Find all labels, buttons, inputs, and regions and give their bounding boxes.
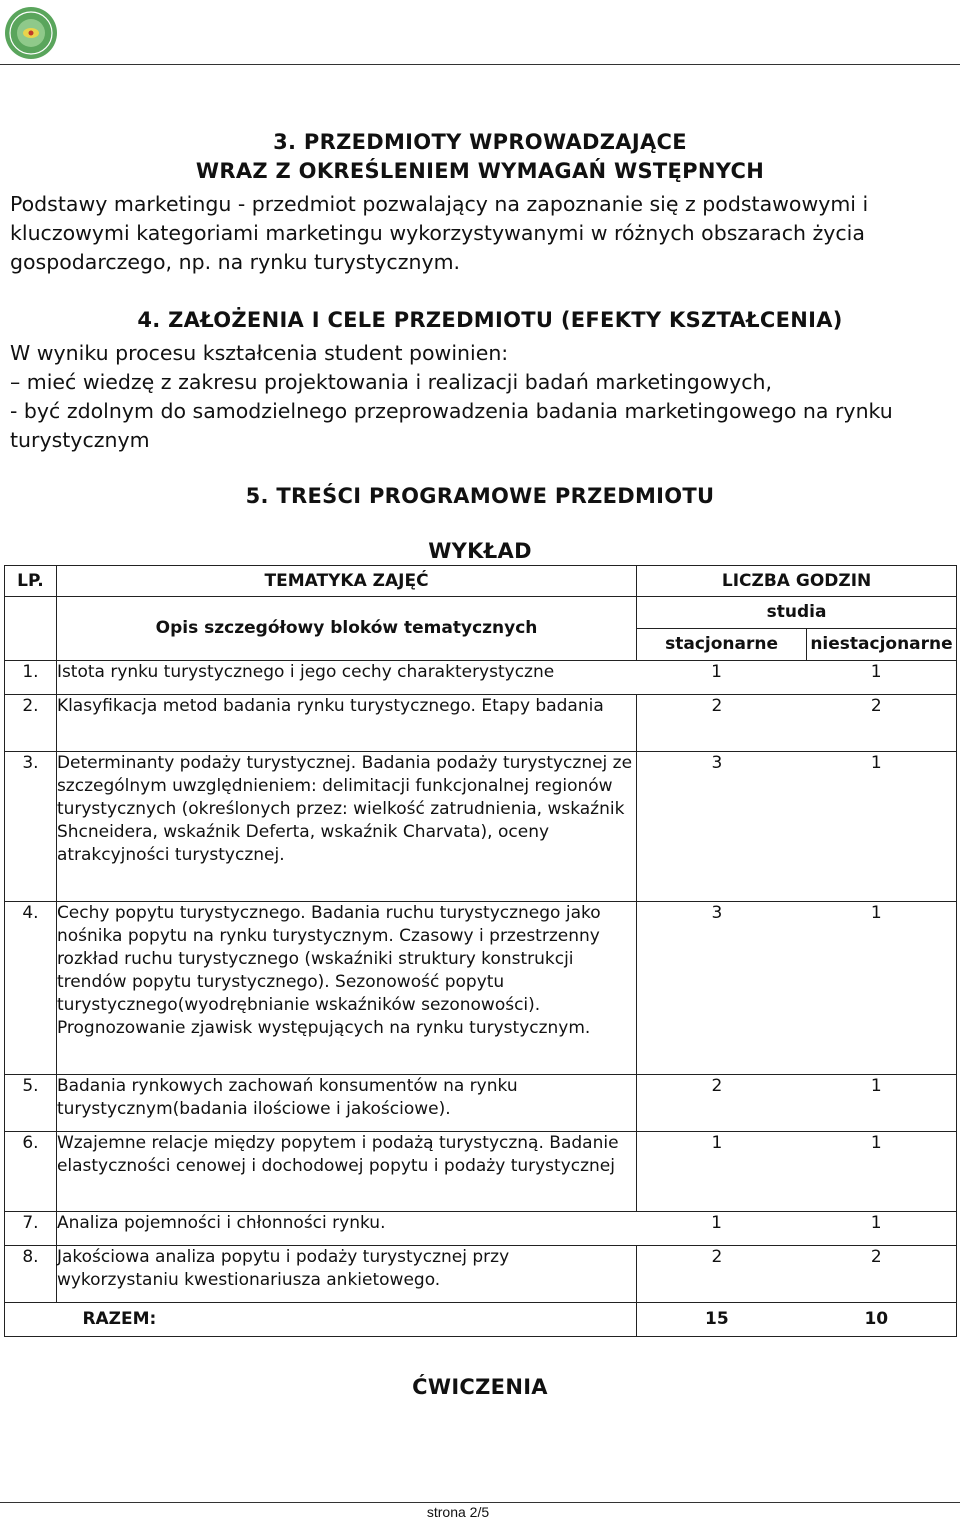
section-3-paragraph: Podstawy marketingu - przedmiot pozwalający na zapoznanie się z podstawowymi i kluczowymi kategoriami marketingu wykorzystywanymi w różnych obszarach życia gospodarczego, np. na rynku turystycznym. <box>10 192 869 274</box>
row-hours-nonstationary: 2 <box>870 1247 882 1267</box>
table-sum-row <box>5 1303 957 1337</box>
row-hours-nonstationary: 1 <box>870 1076 882 1096</box>
university-seal-icon <box>4 6 58 60</box>
header-divider <box>0 64 960 65</box>
sum-label: RAZEM: <box>56 1303 636 1337</box>
row-hours-stationary: 1 <box>711 1133 723 1153</box>
table-row <box>5 1246 957 1303</box>
section-5-title: 5. TREŚCI PROGRAMOWE PRZEDMIOTU <box>245 484 715 508</box>
row-topic: Wzajemne relacje między popytem i podażą turystyczną. Badanie elastyczności cenowej i dochodowej popytu i podaży turystycznej <box>56 1132 636 1212</box>
section-4-text <box>10 339 955 455</box>
section-4-line1: W wyniku procesu kształcenia student powinien: <box>10 341 509 365</box>
row-hours-stationary: 3 <box>711 903 723 923</box>
table-row <box>5 1212 957 1246</box>
table-row <box>5 1132 957 1212</box>
row-hours-stationary: 1 <box>711 662 722 682</box>
header-studia: studia <box>637 597 957 629</box>
row-lp: 2. <box>5 695 57 752</box>
section-4-line3: - być zdolnym do samodzielnego przeprowadzenia badania marketingowego na rynku turystycznym <box>10 399 893 452</box>
header-stationary: stacjonarne <box>637 629 807 661</box>
row-hours <box>637 695 957 752</box>
row-topic: Cechy popytu turystycznego. Badania ruchu turystycznego jako nośnika popytu na rynku turystycznym. Czasowy i przestrzenny rozkład ruchu turystycznego (wskaźniki struktury konstrukcji trendów popytu turystycznego). Sezonowość popytu turystycznego(wyodrębnianie wskaźników sezonowości). Prognozowanie zjawisk występujących na rynku turystycznym. <box>56 902 636 1075</box>
section-4-line2: – mieć wiedzę z zakresu projektowania i realizacji badań marketingowych, <box>10 370 773 394</box>
row-topic: Badania rynkowych zachowań konsumentów na rynku turystycznym(badania ilościowe i jakościowe). <box>56 1075 636 1132</box>
row-topic: Klasyfikacja metod badania rynku turystycznego. Etapy badania <box>56 695 636 752</box>
row-hours-nonstationary: 1 <box>870 1213 882 1233</box>
row-hours-nonstationary: 1 <box>870 1133 882 1153</box>
table-header-row <box>5 566 957 597</box>
program-table <box>4 565 957 1337</box>
row-lp: 7. <box>5 1212 57 1246</box>
row-lp: 8. <box>5 1246 57 1303</box>
lecture-subtitle: WYKŁAD <box>428 539 532 563</box>
row-lp: 3. <box>5 752 57 902</box>
row-topic: Analiza pojemności i chłonności rynku. <box>56 1212 636 1246</box>
row-hours <box>637 1075 957 1132</box>
exercises-title: ĆWICZENIA <box>412 1375 548 1399</box>
sum-hours-stationary: 15 <box>705 1309 729 1329</box>
table-row <box>5 752 957 902</box>
sum-hours-nonstationary: 10 <box>864 1309 889 1329</box>
row-lp: 5. <box>5 1075 57 1132</box>
row-hours <box>637 1132 957 1212</box>
section-3-text <box>10 190 955 277</box>
row-topic: Istota rynku turystycznego i jego cechy charakterystyczne <box>56 661 636 695</box>
table-row <box>5 902 957 1075</box>
row-hours <box>637 902 957 1075</box>
row-hours-nonstationary: 1 <box>870 662 882 682</box>
row-lp: 6. <box>5 1132 57 1212</box>
row-hours <box>637 1212 957 1246</box>
row-lp: 1. <box>5 661 57 695</box>
row-hours-stationary: 2 <box>711 1076 723 1096</box>
header-hours: LICZBA GODZIN <box>637 566 957 597</box>
row-hours-stationary: 3 <box>711 753 723 773</box>
row-topic: Jakościowa analiza popytu i podaży turystycznej przy wykorzystaniu kwestionariusza ankietowego. <box>56 1246 636 1303</box>
table-row <box>5 661 957 695</box>
row-hours-nonstationary: 2 <box>870 696 882 716</box>
table-row <box>5 695 957 752</box>
row-hours <box>637 661 957 695</box>
row-hours <box>637 1246 957 1303</box>
section-3-title-line1: 3. PRZEDMIOTY WPROWADZAJĄCE <box>273 130 687 154</box>
section-3-title-line2: WRAZ Z OKREŚLENIEM WYMAGAŃ WSTĘPNYCH <box>195 159 765 183</box>
row-hours-stationary: 1 <box>711 1213 722 1233</box>
header-lp-empty <box>5 597 57 661</box>
row-hours-nonstationary: 1 <box>870 753 882 773</box>
row-topic: Determinanty podaży turystycznej. Badania podaży turystycznej ze szczególnym uwzględnieniem: delimitacji funkcjonalnej regionów turystycznych (określonych przez: wielkość zatrudnienia, wskaźnik Shcneidera, wskaźnik Deferta, wskaźnik Charvata), oceny atrakcyjności turystycznej. <box>56 752 636 902</box>
row-lp: 4. <box>5 902 57 1075</box>
footer-divider <box>0 1502 960 1503</box>
header-nonstationary: niestacjonarne <box>807 629 957 661</box>
row-hours-stationary: 2 <box>711 696 723 716</box>
row-hours-nonstationary: 1 <box>870 903 882 923</box>
table-row <box>5 1075 957 1132</box>
header-lp: LP. <box>5 566 57 597</box>
table-subheader-row <box>5 597 957 629</box>
header-topic: TEMATYKA ZAJĘĆ <box>56 566 636 597</box>
row-hours-stationary: 2 <box>711 1247 723 1267</box>
header-topic-sub: Opis szczegółowy bloków tematycznych <box>56 597 636 661</box>
sum-lp-empty <box>5 1303 57 1337</box>
section-4-title: 4. ZAŁOŻENIA I CELE PRZEDMIOTU (EFEKTY KSZTAŁCENIA) <box>137 308 843 332</box>
row-hours <box>637 752 957 902</box>
sum-hours <box>637 1303 957 1337</box>
page-number: strona 2/5 <box>426 1504 490 1520</box>
